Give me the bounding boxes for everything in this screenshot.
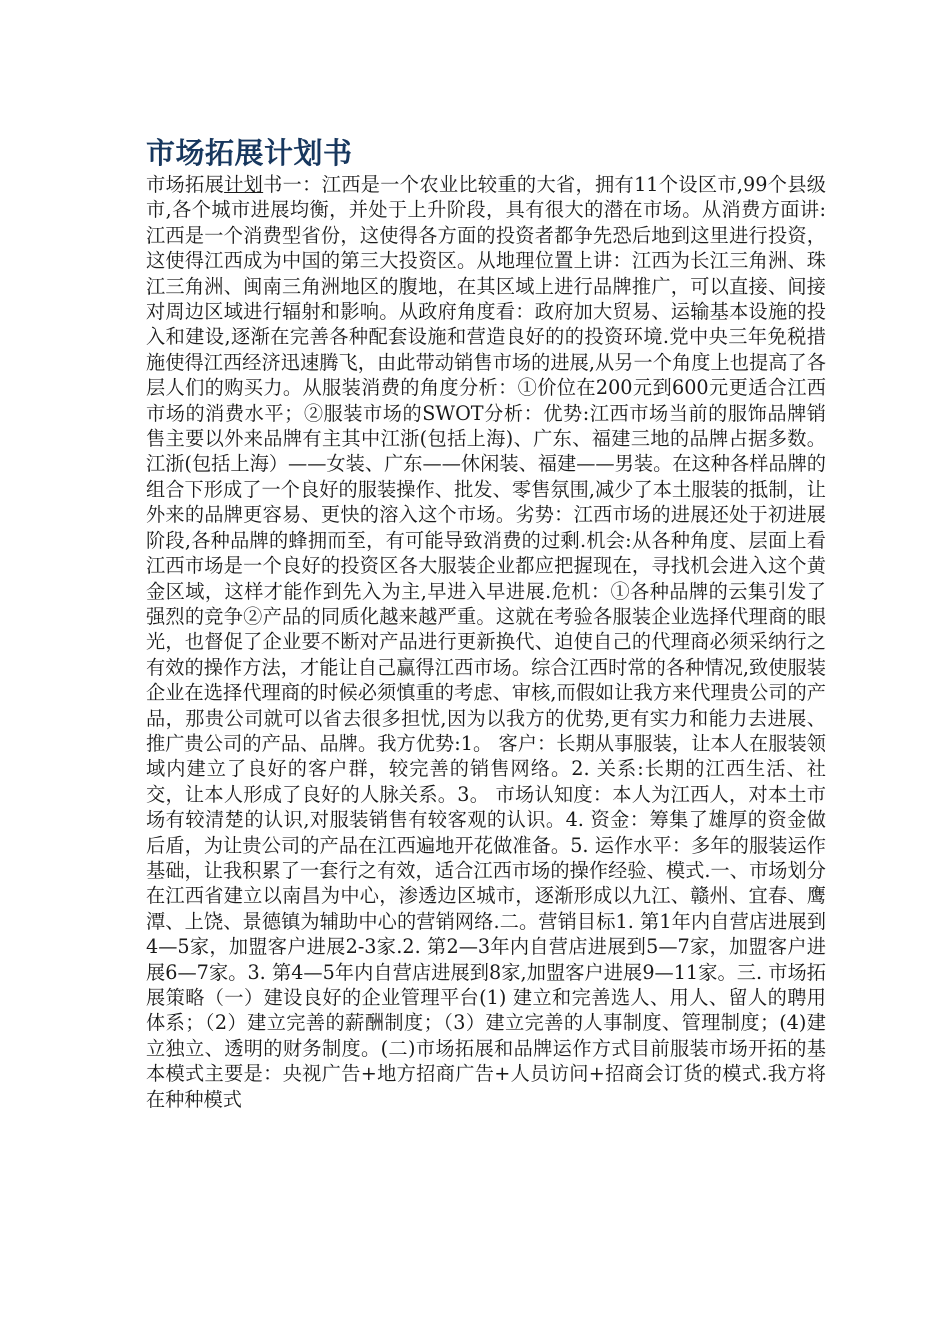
document-title: 市场拓展计划书 [146, 136, 353, 170]
body-paragraph: 书一：江西是一个农业比较重的大省，拥有11个设区市,99个县级市,各个城市进展均衡，并处于上升阶段，具有很大的潜在市场。从消费方面讲:江西是一个消费型省份，这使得各方面的投资者都争先恐后地到这里进行投资，这使得江西成为中国的第三大投资区。从地理位置上讲：江西为长江三角洲、珠江三角洲、闽南三角洲地区的腹地，在其区域上进行品牌推广，可以直接、间接对周边区域进行辐射和影响。从政府角度看：政府加大贸易、运输基本设施的投入和建设,逐渐在完善各种配套设施和营造良好的的投资环境.党中央三年免税措施使得江西经济迅速腾飞，由此带动销售市场的进展,从另一个角度上也提高了各层人们的购买力。从服装消费的角度分析：①价位在200元到600元更适合江西市场的消费水平；②服装市场的SWOT分析：优势:江西市场当前的服饰品牌销售主要以外来品牌有主其中江浙(包括上海)、广东、福建三地的品牌占据多数。江浙(包括上海）——女装、广东——休闲装、福建——男装。在这种各样品牌的组合下形成了一个良好的服装操作、批发、零售氛围,减少了本土服装的抵制，让外来的品牌更容易、更快的溶入这个市场。劣势：江西市场的进展还处于初进展阶段,各种品牌的蜂拥而至，有可能导致消费的过剩.机会:从各种角度、层面上看江西市场是一个良好的投资区各大服装企业都应把握现在，寻找机会进入这个黄金区域，这样才能作到先入为主,早进入早进展.危机：①各种品牌的云集引发了强烈的竞争②产品的同质化越来越严重。这就在考验各服装企业选择代理商的眼光，也督促了企业要不断对产品进行更新换代、迫使自己的代理商必须采纳行之有效的操作方法，才能让自己赢得江西市场。综合江西时常的各种情况,致使服装企业在选择代理商的时候必须慎重的考虑、审核,而假如让我方来代理贵公司的产品，那贵公司就可以省去很多担忧,因为以我方的优势,更有实力和能力去进展、推广贵公司的产品、品牌。我方优势:1。 客户：长期从事服装，让本人在服装领域内建立了良好的客户群，较完善的销售网络。2. 关系:长期的江西生活、社交，让本人形成了良好的人脉关系。3。 市场认知度：本人为江西人，对本土市场有较清楚的认识,对服装销售有较客观的认识。4. 资金：筹集了雄厚的资金做后盾，为让贵公司的产品在江西遍地开花做准备。5. 运作水平：多年的服装运作基础，让我积累了一套行之有效，适合江西市场的操作经验、模式.一、市场划分在江西省建立以南昌为中心，渗透边区城市，逐渐形成以九江、赣州、宜春、鹰潭、上饶、景德镇为辅助中心的营销网络.二。营销目标1. 第1年内自营店进展到4—5家，加盟客户进展2-3家.2. 第2—3年内自营店进展到5—7家，加盟客户进展6—7家。3. 第4—5年内自营店进展到8家,加盟客户进展9—11家。三. 市场拓展策略（一）建设良好的企业管理平台(1) 建立和完善选人、用人、留人的聘用体系；（2）建立完善的薪酬制度；（3）建立完善的人事制度、管理制度；(4)建立独立、透明的财务制度。(二)市场拓展和品牌运作方式目前服装市场开拓的基本模式主要是：央视广告+地方招商广告+人员访问+招商会订货的模式.我方将在种种模式 [146, 173, 826, 1111]
body-link-word: 计划 [224, 173, 264, 196]
document-body [146, 172, 826, 1112]
body-prefix: 市场拓展 [146, 173, 225, 196]
